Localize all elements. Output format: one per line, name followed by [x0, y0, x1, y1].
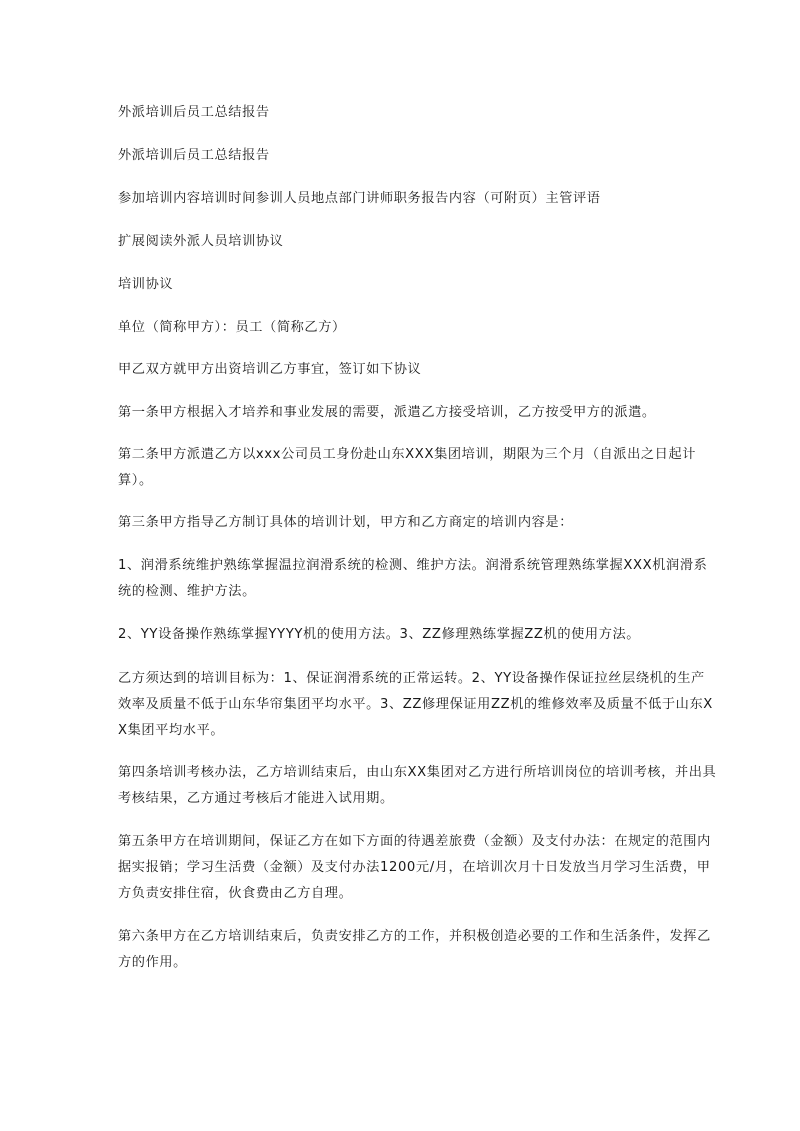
report-title: 外派培训后员工总结报告: [118, 105, 270, 120]
article-4: 第四条培训考核办法，乙方培训结束后，由山东XX集团对乙方进行所培训岗位的培训考核，并出具考核结果，乙方通过考核后才能进入试用期。: [118, 765, 717, 806]
report-fields-line: 参加培训内容培训时间参训人员地点部门讲师职务报告内容（可附页）主管评语: [118, 191, 601, 206]
article-5: 第五条甲方在培训期间，保证乙方在如下方面的待遇差旅费（金额）及支付办法：在规定的范围内据实报销；学习生活费（金额）及支付办法1200元/月，在培训次月十日发放当月学习生活费，甲方负责安排住宿，伙食费由乙方自理。: [118, 834, 711, 901]
article-1: 第一条甲方根据入才培养和事业发展的需要，派遣乙方接受培训，乙方按受甲方的派遣。: [118, 405, 656, 420]
agreement-intro: 甲乙双方就甲方出资培训乙方事宜，签订如下协议: [118, 362, 422, 377]
article-2: 第二条甲方派遣乙方以xxx公司员工身份赴山东XXX集团培训，期限为三个月（自派出之日起计算）。: [118, 447, 697, 488]
training-items-2-3: 2、YY设备操作熟练掌握YYYY机的使用方法。3、ZZ修理熟练掌握ZZ机的使用方法。: [118, 627, 641, 642]
training-item-1: 1、润滑系统维护熟练掌握温拉润滑系统的检测、维护方法。润滑系统管理熟练掌握XXX机润滑系统的检测、维护方法。: [118, 558, 708, 599]
article-6: 第六条甲方在乙方培训结束后，负责安排乙方的工作，并积极创造必要的工作和生活条件，发挥乙方的作用。: [118, 929, 711, 970]
parties-line: 单位（简称甲方）：员工（简称乙方）: [118, 320, 346, 335]
extended-reading-heading: 扩展阅读外派人员培训协议: [118, 234, 284, 249]
report-title-repeat: 外派培训后员工总结报告: [118, 148, 270, 163]
article-3: 第三条甲方指导乙方制订具体的培训计划，甲方和乙方商定的培训内容是：: [118, 515, 573, 530]
training-goals: 乙方须达到的培训目标为：1、保证润滑系统的正常运转。2、YY设备操作保证拉丝层绕机的生产效率及质量不低于山东华帘集团平均水平。3、ZZ修理保证用ZZ机的维修效率及质量不低于山东XX集团平均水平。: [118, 671, 713, 738]
agreement-title: 培训协议: [118, 277, 174, 292]
